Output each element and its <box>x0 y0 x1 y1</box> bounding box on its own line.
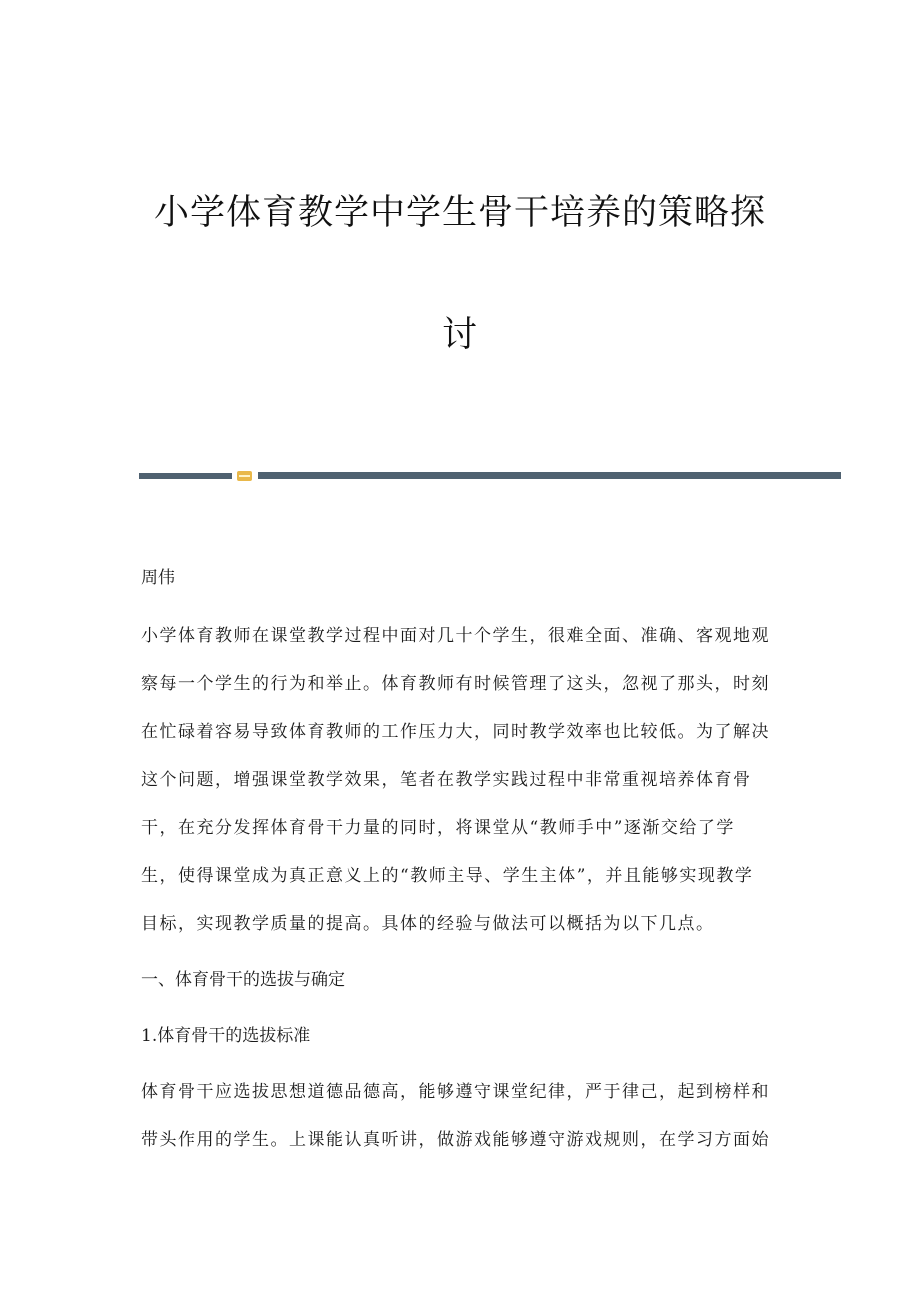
paragraph-1-line: 干，在充分发挥体育骨干力量的同时，将课堂从“教师手中”逐渐交给了学 <box>141 818 735 838</box>
divider-bar-left <box>139 473 232 479</box>
paragraph-1-line: 这个问题，增强课堂教学效果，笔者在教学实践过程中非常重视培养体育骨 <box>141 770 752 790</box>
paragraph-1-line: 在忙碌着容易导致体育教师的工作压力大，同时教学效率也比较低。为了解决 <box>141 722 770 742</box>
paragraph-1-line: 生，使得课堂成为真正意义上的“教师主导、学生主体”，并且能够实现教学 <box>141 866 754 886</box>
divider-bar-right <box>258 472 841 479</box>
subsection-heading: 1.体育骨干的选拔标准 <box>141 1026 311 1046</box>
document-title-line-2: 讨 <box>441 315 478 355</box>
paragraph-1-line: 察每一个学生的行为和举止。体育教师有时候管理了这头，忽视了那头，时刻 <box>141 674 770 694</box>
author-name: 周伟 <box>141 568 175 588</box>
document-title-line-1: 小学体育教学中学生骨干培养的策略探 <box>153 193 766 233</box>
section-heading: 一、体育骨干的选拔与确定 <box>141 970 345 990</box>
paragraph-2-line: 带头作用的学生。上课能认真听讲，做游戏能够遵守游戏规则，在学习方面始 <box>141 1130 770 1150</box>
title-divider <box>139 471 841 481</box>
paragraph-1-line: 小学体育教师在课堂教学过程中面对几十个学生，很难全面、准确、客观地观 <box>141 626 770 646</box>
paragraph-1-line: 目标，实现教学质量的提高。具体的经验与做法可以概括为以下几点。 <box>141 914 715 934</box>
paragraph-2-line: 体育骨干应选拔思想道德品德高，能够遵守课堂纪律，严于律己，起到榜样和 <box>141 1082 770 1102</box>
divider-badge-icon <box>237 471 252 481</box>
